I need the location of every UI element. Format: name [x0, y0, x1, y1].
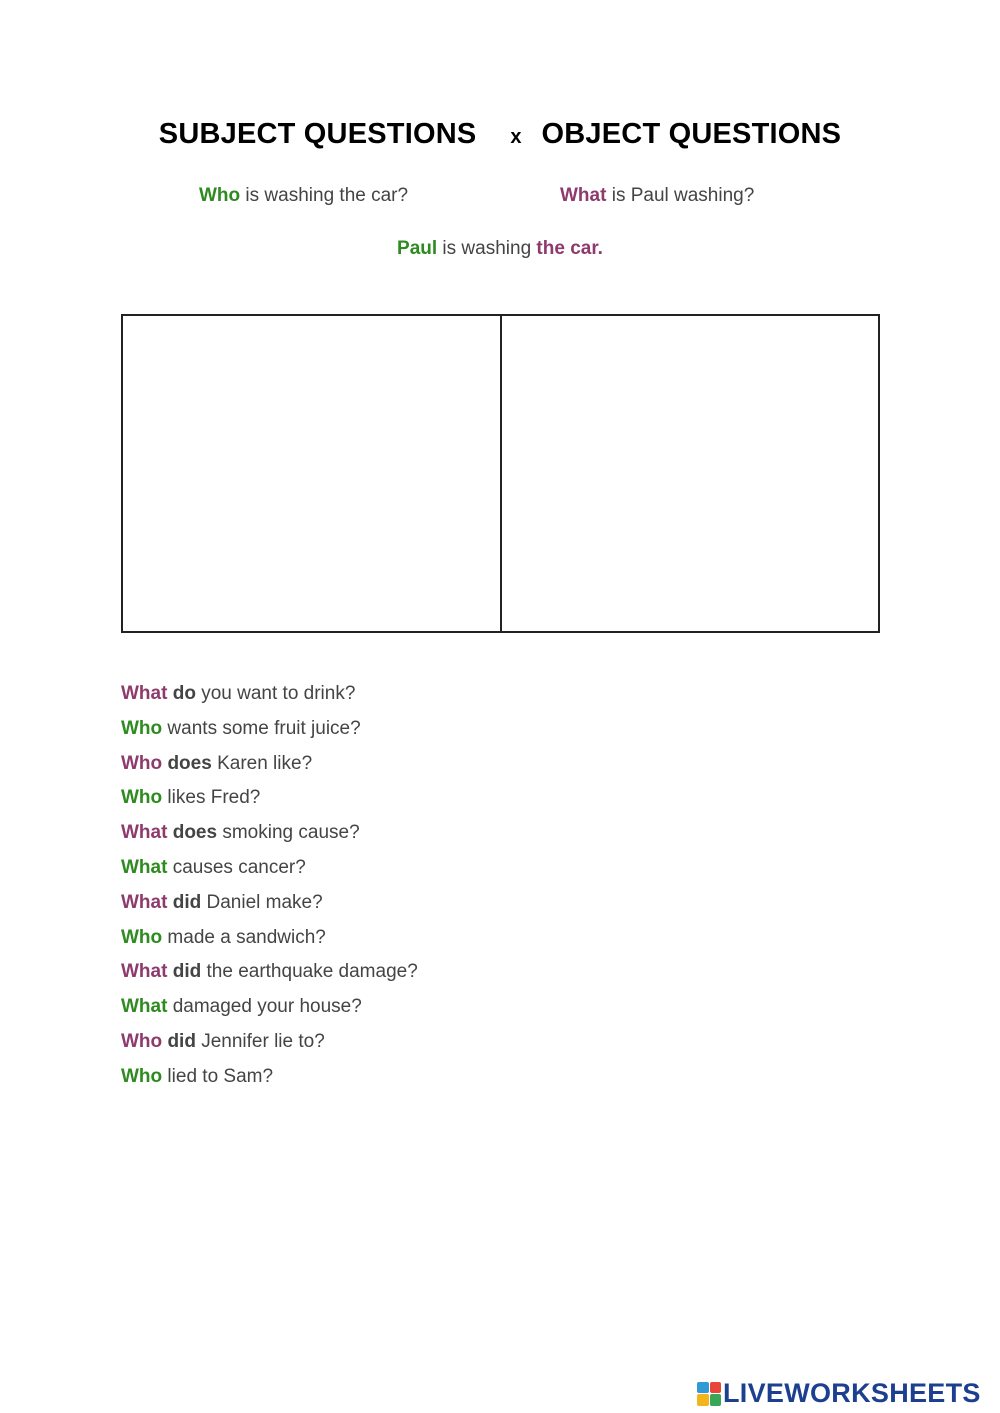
logo-icon-tile: [710, 1382, 722, 1394]
question-auxiliary: does: [167, 752, 212, 774]
question-item[interactable]: [121, 682, 418, 717]
question-wh-word: What: [121, 961, 168, 983]
question-auxiliary: did: [167, 1030, 196, 1052]
title-subject-questions: SUBJECT QUESTIONS: [158, 118, 477, 150]
drop-zone-subject-questions[interactable]: [123, 316, 500, 631]
question-wh-word: Who: [121, 1030, 163, 1052]
question-wh-word: What: [121, 683, 168, 704]
question-wh-word: What: [121, 891, 168, 913]
question-item[interactable]: [121, 786, 418, 821]
question-list: [121, 682, 418, 1100]
example-statement: [0, 238, 1000, 260]
answer-drop-table: [121, 314, 880, 633]
example-object-rest: is Paul washing?: [606, 185, 755, 206]
question-rest: you want to drink?: [195, 683, 356, 704]
question-rest: lied to Sam?: [162, 1065, 274, 1087]
title-separator: x: [510, 126, 522, 148]
logo-text: LIVEWORKSHEETS: [723, 1378, 981, 1408]
question-rest: Jennifer lie to?: [195, 1030, 325, 1052]
statement-object: the car.: [536, 238, 603, 259]
question-rest: damaged your house?: [167, 996, 362, 1018]
question-auxiliary: does: [172, 822, 218, 844]
worksheet-title: [0, 118, 1000, 151]
question-rest: Daniel make?: [201, 891, 323, 913]
example-subject-rest: is washing the car?: [240, 185, 409, 206]
example-subject-question: [199, 185, 408, 207]
question-item[interactable]: [121, 995, 418, 1030]
example-subject-wh: Who: [199, 185, 241, 206]
question-item[interactable]: [121, 752, 418, 787]
question-wh-word: Who: [121, 752, 163, 774]
question-rest: smoking cause?: [217, 822, 360, 844]
liveworksheets-logo: [697, 1378, 981, 1409]
question-rest: likes Fred?: [162, 787, 261, 809]
question-item[interactable]: [121, 717, 418, 752]
logo-icon-tile: [697, 1382, 709, 1394]
example-object-wh: What: [560, 185, 607, 206]
question-wh-word: Who: [121, 787, 163, 809]
question-wh-word: What: [121, 996, 168, 1018]
statement-subject: Paul: [397, 238, 438, 259]
question-auxiliary: did: [172, 961, 202, 983]
question-auxiliary: do: [172, 683, 196, 704]
question-item[interactable]: [121, 891, 418, 926]
logo-icon-tile: [710, 1394, 722, 1406]
title-object-questions: OBJECT QUESTIONS: [541, 118, 842, 150]
logo-icon-tile: [697, 1394, 709, 1406]
question-item[interactable]: [121, 1065, 418, 1100]
liveworksheets-logo-icon: [697, 1382, 721, 1406]
question-rest: Karen like?: [211, 752, 313, 774]
question-wh-word: Who: [121, 926, 163, 948]
question-rest: the earthquake damage?: [201, 961, 418, 983]
question-wh-word: What: [121, 856, 168, 878]
question-item[interactable]: [121, 926, 418, 961]
question-item[interactable]: [121, 960, 418, 995]
question-item[interactable]: [121, 856, 418, 891]
example-object-question: [560, 185, 754, 207]
question-rest: wants some fruit juice?: [162, 717, 361, 739]
drop-zone-object-questions[interactable]: [500, 316, 879, 631]
question-rest: causes cancer?: [167, 856, 306, 878]
question-wh-word: Who: [121, 1065, 163, 1087]
question-wh-word: What: [121, 822, 168, 844]
question-auxiliary: did: [172, 891, 202, 913]
question-rest: made a sandwich?: [162, 926, 326, 948]
question-wh-word: Who: [121, 717, 163, 739]
question-item[interactable]: [121, 1030, 418, 1065]
statement-middle: is washing: [437, 238, 537, 259]
question-item[interactable]: [121, 821, 418, 856]
